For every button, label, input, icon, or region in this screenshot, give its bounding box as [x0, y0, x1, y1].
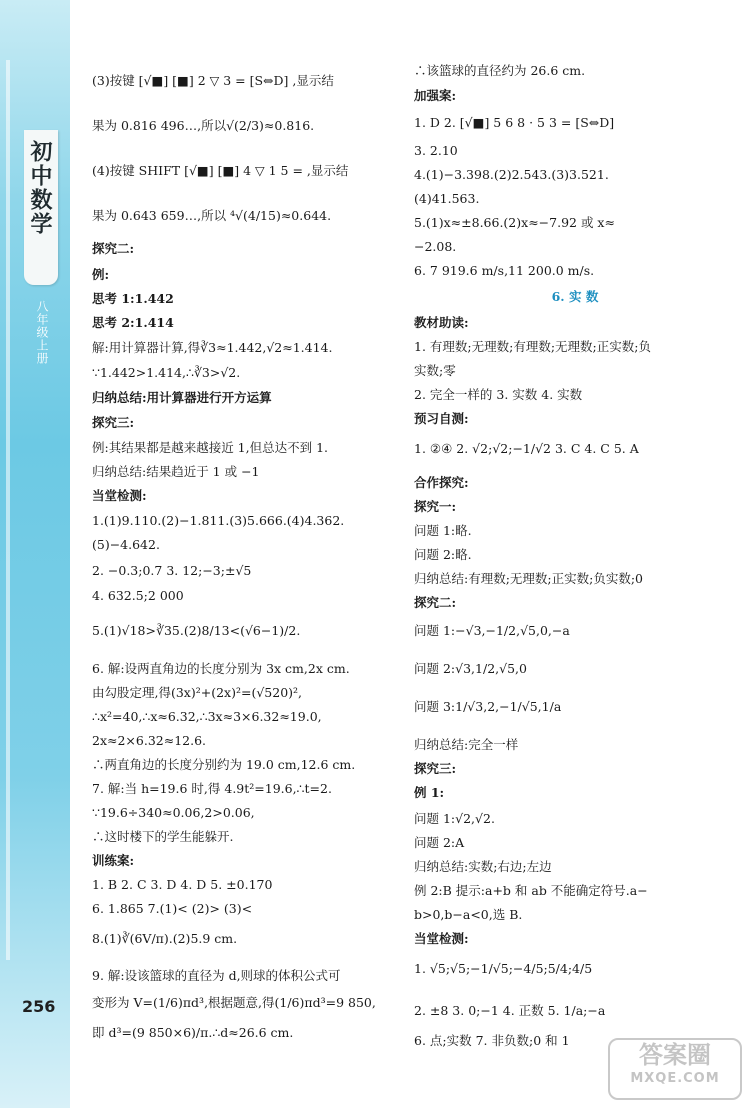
answer-line: (4)按键 SHIFT [√■] [■] 4 ▽ 1 5 = ,显示结	[92, 163, 349, 178]
answer-line: 探究一:	[414, 499, 457, 514]
answer-line: 8.(1)∛(6V/π).(2)5.9 cm.	[92, 931, 238, 946]
answer-line: 当堂检测:	[414, 931, 469, 946]
answer-line: 训练案:	[92, 853, 135, 868]
answer-line: 7. 解:当 h=19.6 时,得 4.9t²=19.6,∴t=2.	[92, 781, 332, 796]
answer-line: −2.08.	[414, 239, 457, 254]
answer-line: ∴x²=40,∴x≈6.32,∴3x≈3×6.32≈19.0,	[92, 709, 322, 724]
answer-line: b>0,b−a<0,选 B.	[414, 907, 523, 922]
answer-line: 即 d³=(9 850×6)/π.∴d≈26.6 cm.	[92, 1025, 294, 1040]
answer-line: 5.(1)x≈±8.66.(2)x≈−7.92 或 x≈	[414, 215, 615, 230]
answer-line: 6. 7 919.6 m/s,11 200.0 m/s.	[414, 263, 595, 278]
answer-line: 问题 1:−√3,−1/2,√5,0,−a	[414, 623, 570, 638]
answer-line: 6. 解:设两直角边的长度分别为 3x cm,2x cm.	[92, 661, 350, 676]
answer-line: 解:用计算器计算,得∛3≈1.442,√2≈1.414.	[92, 340, 333, 355]
grade-label: 八年级上册	[35, 300, 49, 365]
subject-title: 初中数学	[27, 140, 52, 236]
answer-line: 5.(1)√18>∛35.(2)8/13<(√6−1)/2.	[92, 623, 301, 638]
answer-line: (3)按键 [√■] [■] 2 ▽ 3 = [S⇔D] ,显示结	[92, 73, 334, 88]
answer-line: 变形为 V=(1/6)πd³,根据题意,得(1/6)πd³=9 850,	[92, 995, 376, 1010]
answer-line: 问题 1:√2,√2.	[414, 811, 495, 826]
watermark-title: 答案圈	[639, 1041, 711, 1069]
answer-line: 合作探究:	[414, 475, 469, 490]
answer-line: 加强案:	[414, 88, 457, 103]
answer-line: 6. 1.865 7.(1)< (2)> (3)<	[92, 901, 253, 916]
answer-line: ∴两直角边的长度分别约为 19.0 cm,12.6 cm.	[92, 757, 356, 772]
answer-line: 例:其结果都是越来越接近 1,但总达不到 1.	[92, 440, 329, 455]
answer-line: 例:	[92, 267, 110, 282]
answer-line: (4)41.563.	[414, 191, 480, 206]
answer-line: 1. ②④ 2. √2;√2;−1/√2 3. C 4. C 5. A	[414, 441, 639, 456]
answer-line: 1. B 2. C 3. D 4. D 5. ±0.170	[92, 877, 273, 892]
watermark-logo	[608, 1038, 742, 1100]
answer-line: 预习自测:	[414, 411, 469, 426]
answer-line: 6. 实 数	[551, 289, 599, 304]
answer-line: ∴该篮球的直径约为 26.6 cm.	[414, 63, 586, 78]
answer-line: 归纳总结:完全一样	[414, 737, 519, 752]
answer-line: 2. 完全一样的 3. 实数 4. 实数	[414, 387, 583, 402]
answer-line: 当堂检测:	[92, 488, 147, 503]
answer-line: 1. 有理数;无理数;有理数;无理数;正实数;负	[414, 339, 651, 354]
answer-line: 思考 1:1.442	[92, 291, 174, 306]
watermark-url: MXQE.COM	[630, 1071, 720, 1086]
page-number: 256	[22, 997, 56, 1016]
answer-line: 探究二:	[92, 241, 135, 256]
answer-line: 例 2:B 提示:a+b 和 ab 不能确定符号.a−	[414, 883, 648, 898]
answer-line: 思考 2:1.414	[92, 315, 174, 330]
answer-line: 2. −0.3;0.7 3. 12;−3;±√5	[92, 563, 252, 578]
answer-line: 1.(1)9.110.(2)−1.811.(3)5.666.(4)4.362.	[92, 513, 345, 528]
answer-line: ∴这时楼下的学生能躲开.	[92, 829, 234, 844]
answer-line: 4.(1)−3.398.(2)2.543.(3)3.521.	[414, 167, 609, 182]
answer-line: 例 1:	[414, 785, 445, 800]
answer-line: 探究三:	[414, 761, 457, 776]
answer-line: ∵19.6÷340≈0.06,2>0.06,	[92, 805, 255, 820]
answer-line: 教材助读:	[414, 315, 469, 330]
answer-line: 4. 632.5;2 000	[92, 588, 184, 603]
answer-line: 果为 0.643 659…,所以 ⁴√(4/15)≈0.644.	[92, 208, 332, 223]
answer-line: 1. √5;√5;−1/√5;−4/5;5/4;4/5	[414, 961, 593, 976]
answer-line: 2. ±8 3. 0;−1 4. 正数 5. 1/a;−a	[414, 1003, 606, 1018]
answer-line: 问题 2:A	[414, 835, 465, 850]
answer-line: 问题 1:略.	[414, 523, 472, 538]
answer-line: (5)−4.642.	[92, 537, 160, 552]
answer-line: 实数;零	[414, 363, 456, 378]
answer-line: 归纳总结:有理数;无理数;正实数;负实数;0	[414, 571, 644, 586]
answer-line: 归纳总结:结果趋近于 1 或 −1	[92, 464, 260, 479]
answer-line: 6. 点;实数 7. 非负数;0 和 1	[414, 1033, 570, 1048]
answer-line: 3. 2.10	[414, 143, 458, 158]
answer-line: 1. D 2. [√■] 5 6 8 · 5 3 = [S⇔D]	[414, 115, 615, 130]
answer-line: 9. 解:设该篮球的直径为 d,则球的体积公式可	[92, 968, 341, 983]
answer-line: 2x≈2×6.32≈12.6.	[92, 733, 207, 748]
answer-line: 归纳总结:实数;右边;左边	[414, 859, 552, 874]
sidebar-streak	[6, 60, 10, 960]
answer-line: 归纳总结:用计算器进行开方运算	[92, 390, 272, 405]
answer-line: 探究二:	[414, 595, 457, 610]
answer-line: 探究三:	[92, 415, 135, 430]
answer-line: 果为 0.816 496…,所以√(2/3)≈0.816.	[92, 118, 315, 133]
answer-line: 问题 3:1/√3,2,−1/√5,1/a	[414, 699, 562, 714]
answer-line: ∵1.442>1.414,∴∛3>√2.	[92, 365, 241, 380]
answer-line: 问题 2:略.	[414, 547, 472, 562]
answer-line: 问题 2:√3,1/2,√5,0	[414, 661, 527, 676]
answer-line: 由勾股定理,得(3x)²+(2x)²=(√520)²,	[92, 685, 303, 700]
